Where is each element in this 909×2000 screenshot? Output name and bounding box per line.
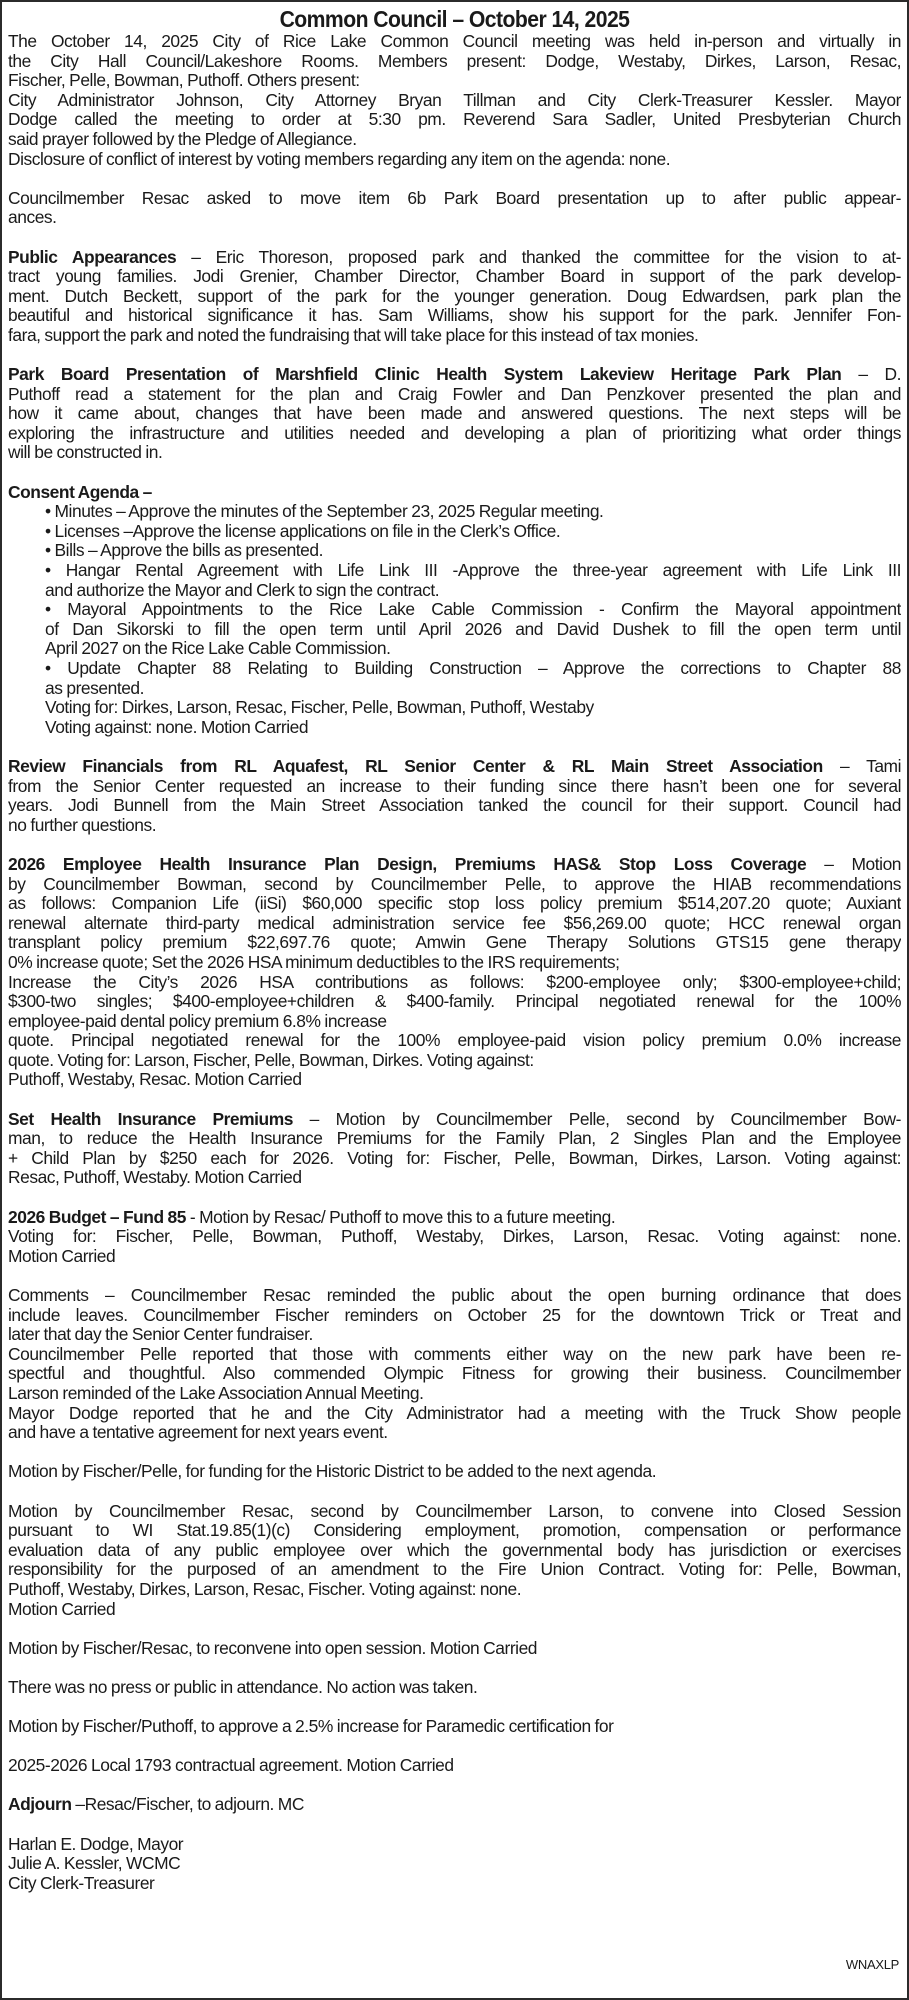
signature-mayor: Harlan E. Dodge, Mayor [8, 1833, 184, 1854]
section-heading: Set Health Insurance Premiums [8, 1109, 293, 1129]
text-line: Motion by Fischer/Puthoff, to approve a 2.5% increase for Paramedic certification for [8, 1716, 614, 1737]
budget-fund85-section [8, 1208, 901, 1267]
signature-clerk: Julie A. Kessler, WCMC [8, 1853, 181, 1874]
paramedic-paragraph-1 [8, 1717, 901, 1737]
text-run: – D. [841, 365, 901, 385]
text-line [8, 1795, 901, 1815]
section-heading: Park Board Presentation of Marshfield Clinic Health System Lakeview Heritage Park Plan [8, 365, 842, 385]
adjourn-section [8, 1795, 901, 1815]
closed-session-section [8, 1502, 901, 1620]
text-line [8, 1110, 901, 1130]
text-line: Fischer, Pelle, Bowman, Puthoff. Others present: [8, 70, 360, 91]
review-financials-section [8, 757, 901, 835]
text-line: employee-paid dental policy premium 6.8% increase [8, 1010, 387, 1031]
text-line: + Child Plan by $250 each for 2026. Voting for: Fischer, Pelle, Bowman, Dirkes, Larson. Voting against: [8, 1148, 901, 1168]
paramedic-paragraph-2 [8, 1756, 901, 1776]
text-line: and have a tentative agreement for next years event. [8, 1422, 388, 1443]
text-line: Motion by Fischer/Pelle, for funding for the Historic District to be added to the next agenda. [8, 1461, 657, 1482]
list-item: • Update Chapter 88 Relating to Building Construction – Approve the corrections to Chapter 88 [45, 659, 901, 678]
text-line: Councilmember Resac asked to move item 6b Park Board presentation up to after public appear- [8, 188, 901, 208]
comments-section [8, 1286, 901, 1443]
text-line: Councilmember Pelle reported that those with comments either way on the new park have been re- [8, 1344, 901, 1364]
text-line: Puthoff, Westaby, Resac. Motion Carried [8, 1069, 302, 1090]
text-run: –Resac/Fischer, to adjourn. MC [71, 1794, 304, 1815]
set-premiums-section [8, 1110, 901, 1188]
list-item: • Mayoral Appointments to the Rice Lake Cable Commission - Confirm the Mayoral appointment [45, 600, 901, 620]
text-run: – Motion [806, 854, 901, 874]
text-line: years. Jodi Bunnell from the Main Street Association tanked the council for their support. Council had [8, 796, 901, 816]
text-line [8, 1208, 901, 1228]
text-line: Voting for: Fischer, Pelle, Bowman, Puthoff, Westaby, Dirkes, Larson, Resac. Voting against: none. [8, 1227, 901, 1247]
text-line: by Councilmember Bowman, second by Councilmember Pelle, to approve the HIAB recommendations [8, 874, 901, 894]
text-line: ment. Dutch Beckett, support of the park for the younger generation. Doug Edwardsen, park plan the [8, 286, 901, 306]
text-line: There was no press or public in attendance. No action was taken. [8, 1676, 478, 1697]
vote-for: Voting for: Dirkes, Larson, Resac, Fischer, Pelle, Bowman, Puthoff, Westaby [45, 697, 594, 718]
text-line: quote. Voting for: Larson, Fischer, Pelle, Bowman, Dirkes. Voting against: [8, 1049, 534, 1070]
opening-paragraph [8, 32, 901, 169]
text-line: man, to reduce the Health Insurance Premiums for the Family Plan, 2 Singles Plan and the Employee [8, 1129, 901, 1149]
reorder-paragraph [8, 189, 901, 228]
section-heading: Public Appearances [8, 247, 177, 267]
text-line: as follows: Companion Life (iiSi) $60,000 specific stop loss policy premium $514,207.20 quote; Auxiant [8, 894, 901, 914]
text-line: 2025-2026 Local 1793 contractual agreement. Motion Carried [8, 1755, 454, 1776]
text-line: Larson reminded of the Lake Association Annual Meeting. [8, 1382, 424, 1403]
signature-block [8, 1835, 901, 1894]
text-line: Comments – Councilmember Resac reminded the public about the open burning ordinance that does [8, 1286, 901, 1305]
page-title: Common Council – October 14, 2025 [279, 6, 630, 32]
text-line: will be constructed in. [8, 442, 163, 463]
text-line: Mayor Dodge reported that he and the City Administrator had a meeting with the Truck Show people [8, 1403, 901, 1423]
publication-code: WNAXLP [845, 1957, 899, 1972]
text-line: 0% increase quote; Set the 2026 HSA minimum deductibles to the IRS requirements; [8, 951, 620, 972]
text-line: Motion by Fischer/Resac, to reconvene into open session. Motion Carried [8, 1637, 538, 1658]
list-item: • Bills – Approve the bills as presented. [45, 540, 324, 561]
text-run: – Eric Thoreson, proposed park and thanked the committee for the vision to at- [176, 247, 901, 267]
no-press-paragraph [8, 1678, 901, 1698]
health-insurance-plan-section [8, 855, 901, 1090]
text-line: pursuant to WI Stat.19.85(1)(c) Considering employment, promotion, compensation or performance [8, 1521, 901, 1541]
historic-district-paragraph [8, 1462, 901, 1482]
section-heading: Review Financials from RL Aquafest, RL Senior Center & RL Main Street Association [8, 756, 823, 776]
text-line: Dodge called the meeting to order at 5:30 pm. Reverend Sara Sadler, United Presbyterian Church [8, 110, 901, 130]
section-heading: Consent Agenda – [8, 481, 152, 502]
section-heading: 2026 Employee Health Insurance Plan Design, Premiums HAS& Stop Loss Coverage [8, 854, 807, 874]
text-line: spectful and thoughtful. Also commended Olympic Fitness for growing their business. Councilmember [8, 1364, 901, 1384]
text-line: Disclosure of conflict of interest by voting members regarding any item on the agenda: none. [8, 148, 671, 169]
list-item-continuation: as presented. [45, 677, 145, 698]
text-line: Increase the City’s 2026 HSA contributions as follows: $200-employee only; $300-employee+child; [8, 972, 901, 992]
text-line: fara, support the park and noted the fundraising that will take place for this instead of tax monies. [8, 324, 699, 345]
text-line: renewal alternate third-party medical administration service fee $56,269.00 quote; HCC renewal organ [8, 913, 901, 933]
reconvene-paragraph [8, 1639, 901, 1659]
text-line: transplant policy premium $22,697.76 quote; Amwin Gene Therapy Solutions GTS15 gene therapy [8, 933, 901, 953]
list-item: • Licenses –Approve the license applications on file in the Clerk’s Office. [45, 520, 561, 541]
text-line: The October 14, 2025 City of Rice Lake Common Council meeting was held in-person and virtually in [8, 32, 901, 51]
text-line: $300-two singles; $400-employee+children & $400-family. Principal negotiated renewal for the 100% [8, 992, 901, 1012]
text-line [8, 855, 901, 875]
text-line: from the Senior Center requested an increase to their funding since there hasn’t been one for several [8, 776, 901, 796]
text-line: City Administrator Johnson, City Attorney Bryan Tillman and City Clerk-Treasurer Kessler. Mayor [8, 90, 901, 110]
text-line: ances. [8, 207, 57, 228]
text-line: evaluation data of any public employee over which the governmental body has jurisdiction or exercises [8, 1540, 901, 1560]
park-board-section [8, 365, 901, 463]
list-item: • Hangar Rental Agreement with Life Link III -Approve the three-year agreement with Life Link III [45, 561, 901, 581]
text-run: – Motion by Councilmember Pelle, second by Councilmember Bow- [292, 1109, 901, 1129]
text-line: the City Hall Council/Lakeshore Rooms. Members present: Dodge, Westaby, Dirkes, Larson, Resac, [8, 51, 901, 71]
text-line: Puthoff, Westaby, Dirkes, Larson, Resac, Fischer. Voting against: none. [8, 1578, 522, 1599]
text-line: Puthoff read a statement for the plan and Craig Fowler and Dan Penzkover presented the plan and [8, 384, 901, 404]
text-line: quote. Principal negotiated renewal for the 100% employee-paid vision policy premium 0.0% increase [8, 1031, 901, 1051]
consent-agenda-section [8, 483, 901, 738]
text-line [8, 365, 901, 385]
text-run: – Tami [822, 756, 901, 776]
public-appearances-section [8, 248, 901, 346]
list-item-continuation: of Dan Sikorski to fill the open term until April 2026 and David Dushek to fill the open term until [45, 619, 901, 639]
consent-agenda-list [8, 502, 901, 737]
text-line: beautiful and historical significance it has. Sam Williams, show his support for the park. Jennifer Fon- [8, 306, 901, 326]
section-heading: Adjourn [8, 1794, 72, 1815]
list-item: • Minutes – Approve the minutes of the September 23, 2025 Regular meeting. [45, 501, 604, 522]
text-line [8, 757, 901, 777]
text-line: tract young families. Jodi Grenier, Chamber Director, Chamber Board in support of the park develop- [8, 267, 901, 287]
text-line: how it came about, changes that have been made and answered questions. The next steps will be [8, 404, 901, 424]
section-heading: 2026 Budget – Fund 85 [8, 1206, 186, 1227]
text-line: Motion by Councilmember Resac, second by Councilmember Larson, to convene into Closed Session [8, 1501, 901, 1521]
text-line: said prayer followed by the Pledge of Allegiance. [8, 128, 357, 149]
list-item-continuation: and authorize the Mayor and Clerk to sign the contract. [45, 579, 440, 600]
text-line: Resac, Puthoff, Westaby. Motion Carried [8, 1167, 302, 1188]
text-run: - Motion by Resac/ Puthoff to move this to a future meeting. [185, 1206, 616, 1227]
signature-title: City Clerk-Treasurer [8, 1872, 155, 1893]
list-item-continuation: April 2027 on the Rice Lake Cable Commission. [45, 638, 391, 659]
text-line: responsibility for the purposed of an amendment to the Fire Union Contract. Voting for: Pelle, Bowman, [8, 1560, 901, 1580]
notice-body [2, 32, 907, 1893]
text-line: later that day the Senior Center fundraiser. [8, 1324, 313, 1345]
vote-against: Voting against: none. Motion Carried [45, 716, 309, 737]
text-line: exploring the infrastructure and utilities needed and developing a plan of prioritizing what order things [8, 423, 901, 443]
text-line: Motion Carried [8, 1598, 116, 1619]
text-line: Motion Carried [8, 1245, 116, 1266]
text-line: no further questions. [8, 814, 157, 835]
text-line [8, 248, 901, 268]
text-line: include leaves. Councilmember Fischer reminders on October 25 for the downtown Trick or Treat and [8, 1305, 901, 1325]
